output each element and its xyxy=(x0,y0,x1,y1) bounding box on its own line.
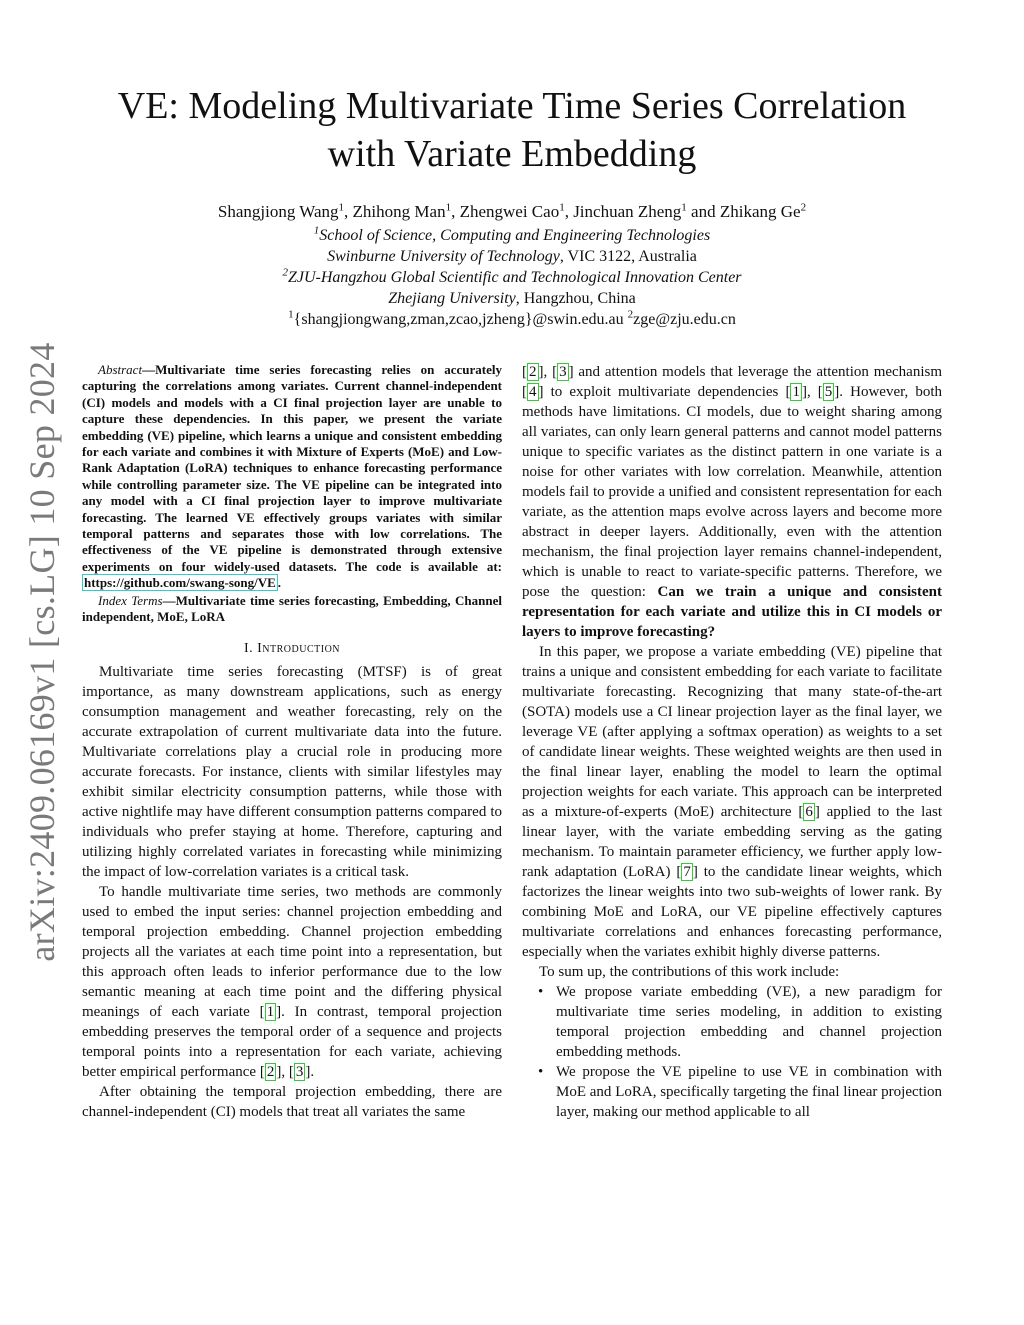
citation-link[interactable]: 5 xyxy=(824,384,833,400)
intro-paragraph-3-continued: [ 2 ], [ 3 ] and attention models that leverage the attention mechanism [ 4 ] to exploit multivariate dependencies [ 1 ], [ 5 ]. However, both methods have limitations. CI models, due to weight sharing among all variates, can only learn general patterns and cannot model patterns unique to specific variates as the distinct pattern in one variate is a noise for other variates with low correlation. Meanwhile, attention models fail to provide a unified and consistent representation for each variate, as the attention maps evolve across layers and become more abstract in deeper layers. Additionally, even with the attention mechanism, the final projection layer remains channel-independent, which is unable to react to variate-specific patterns. Therefore, we pose the question: Can we train a unique and consistent representation for each variate and utilize this in CI models or layers to improve forecasting? xyxy=(522,364,943,640)
index-terms xyxy=(82,593,502,626)
code-link[interactable]: https://github.com/swang-song/VE xyxy=(84,575,276,591)
author-emails: $^1${shangjiongwang,zman,zcao,jzheng}@swin.edu.au $^2$zge@zju.edu.cn xyxy=(288,308,736,328)
author-name: Jinchuan Zheng xyxy=(573,202,682,221)
title-line-1: VE: Modeling Multivariate Time Series Correlation xyxy=(117,85,907,127)
citation-link[interactable]: 2 xyxy=(529,364,537,380)
author-name: Zhengwei Cao xyxy=(459,202,560,221)
arxiv-stamp: arXiv:2409.06169v1 [cs.LG] 10 Sep 2024 xyxy=(22,342,62,962)
paper-title xyxy=(60,82,964,178)
intro-paragraph-4: In this paper, we propose a variate embedding (VE) pipeline that trains a unique and consistent embedding for each variate to facilitate multivariate forecasting. Recognizing that many state-of-the-art (SOTA) models use a CI linear projection layer as the final layer, we leverage VE (after applying a softmax operation) as weights to a set of candidate linear weights. These weighted weights are then used in the final linear layer, enabling the model to learn the optimal projection weights for each variate. This approach can be interpreted as a mixture-of-experts (MoE) architecture [ 6 ] applied to the last linear layer, with the variate embedding serving as the gating mechanism. To maintain parameter efficiency, we further apply low-rank adaptation (LoRA) [ 7 ] to the candidate linear weights, which factorizes the linear weights into two sub-weights of lower rank. By combining MoE and LoRA, our VE pipeline effectively captures multivariate correlations and enhances forecasting performance, especially when the variates exhibit highly diverse patterns. xyxy=(522,644,942,960)
contributions-intro: To sum up, the contributions of this work include: xyxy=(539,964,840,980)
citation-link[interactable]: 1 xyxy=(266,1003,275,1020)
contributions-list xyxy=(522,982,942,1122)
affiliation-2-address: Zhejiang University, Hangzhou, China xyxy=(388,290,636,307)
affiliation-2-name: $^2$ZJU-Hangzhou Global Scientific and Technological Innovation Center xyxy=(282,266,742,286)
author-affil-mark: 2 xyxy=(800,201,807,214)
citation-link[interactable]: 1 xyxy=(792,384,800,400)
intro-paragraph-2: To handle multivariate time series, two methods are commonly used to embed the input series: channel projection embedding and temporal projection embedding. Channel projection embedding projects all the variates at each time point into a representation, but this approach often leads to inferior performance due to the low semantic meaning at each time point and the differing physical meanings of each variate [ 1 ]. In contrast, temporal projection embedding preserves the temporal order of a sequence and projects temporal points into a representation for each variate, achieving better empirical performance [ 2 ], [ 3 ]. xyxy=(82,883,502,1080)
author-affil-mark: 1 xyxy=(559,201,565,214)
left-column xyxy=(82,362,502,1122)
author-affil-mark: 1 xyxy=(681,201,687,214)
contribution-item: • We propose variate embedding (VE), a new paradigm for multivariate time series modeling, in addition to existing temporal projection embedding and channel projection embedding methods. xyxy=(556,982,942,1062)
citation-link[interactable]: 2 xyxy=(266,1063,275,1080)
citation-link[interactable]: 4 xyxy=(529,384,537,400)
contribution-item: • We propose the VE pipeline to use VE in combination with MoE and LoRA, specifically targeting the final linear projection layer, making our method applicable to all xyxy=(556,1062,942,1122)
title-line-2: with Variate Embedding xyxy=(327,133,697,175)
author-block xyxy=(150,200,874,330)
citation-link[interactable]: 3 xyxy=(295,1063,304,1080)
intro-paragraph-1: Multivariate time series forecasting (MTSF) is of great importance, as many downstream applications, such as energy consumption management and weather forecasting, rely on the accurate extrapolation of current multivariate data into the future. Multivariate correlations play a crucial role in producing more accurate forecasts. For instance, clients with similar lifestyles may exhibit similar electricity consumption patterns, while those with active nightlife may have different consumption patterns compared to individuals who prefer staying at home. Therefore, capturing and utilizing highly correlated variates in forecasting while minimizing the impact of low-correlation variates is a critical task. xyxy=(82,663,502,880)
abstract: Abstract—Multivariate time series forecasting relies on accurately capturing the correlations among variates. Current channel-independent (CI) models and models with a CI final projection layer are unable to capture these dependencies. In this paper, we present the variate embedding (VE) pipeline, which learns a unique and consistent embedding for each variate and combines it with Mixture of Experts (MoE) and Low-Rank Adaptation (LoRA) techniques to enhance forecasting performance while controlling parameter size. The VE pipeline can be integrated into any model with a CI final projection layer to improve multivariate forecasting. The learned VE effectively groups variates with similar temporal patterns and separates those with low correlations. The effectiveness of the VE pipeline is demonstrated through extensive experiments on four widely-used datasets. The code is available at: https://github.com/swang-song/VE . xyxy=(82,362,502,591)
abstract-body: —Multivariate time series forecasting relies on accurately capturing the correlations among variates. Current channel-independent (CI) models and models with a CI final projection layer are unable to capture these dependencies. In this paper, we present the variate embedding (VE) pipeline, which learns a unique and consistent embedding for each variate and combines it with Mixture of Experts (MoE) and Low-Rank Adaptation (LoRA) techniques to enhance forecasting performance while controlling parameter size. The VE pipeline can be integrated into any model with a CI final projection layer to improve multivariate forecasting. The learned VE effectively groups variates with similar temporal patterns and separates those with low correlations. The effectiveness of the VE pipeline is demonstrated through extensive experiments on four widely-used datasets. The code is available at: xyxy=(82,362,502,574)
authors-line: Shangjiong Wang$^1$, Zhihong Man$^1$, Zhengwei Cao$^1$, Jinchuan Zheng$^1$ and Zhikang Ge$^2$ xyxy=(217,201,807,221)
citation-link[interactable]: 3 xyxy=(559,364,567,380)
author-affil-mark: 1 xyxy=(338,201,345,214)
email-zju: zge@zju.edu.cn xyxy=(633,311,736,328)
affiliation-1-name: $^1$School of Science, Computing and Engineering Technologies xyxy=(313,224,711,244)
right-column xyxy=(522,362,942,1122)
intro-paragraph-3-start: After obtaining the temporal projection embedding, there are channel-independent (CI) models that treat all variates the same xyxy=(82,1083,502,1120)
author-name: Shangjiong Wang xyxy=(217,202,339,221)
email-swinburne: {shangjiongwang,zman,zcao,jzheng}@swin.edu.au xyxy=(293,311,624,328)
citation-link[interactable]: 6 xyxy=(805,804,813,820)
research-question: Can we train a unique and consistent representation for each variate and utilize this in CI models or layers to improve forecasting? xyxy=(522,584,942,640)
index-terms-body: —Multivariate time series forecasting, Embedding, Channel independent, MoE, LoRA xyxy=(82,592,503,625)
affiliation-1-address: Swinburne University of Technology, VIC 3122, Australia xyxy=(327,248,697,265)
index-terms-label: Index Terms xyxy=(98,592,163,608)
section-heading-introduction: I. Introduction xyxy=(243,640,341,656)
author-name: Zhihong Man xyxy=(352,202,446,221)
citation-link[interactable]: 7 xyxy=(683,864,691,880)
abstract-label: Abstract xyxy=(98,362,143,377)
author-affil-mark: 1 xyxy=(445,201,452,214)
author-name: Zhikang Ge xyxy=(719,202,801,221)
